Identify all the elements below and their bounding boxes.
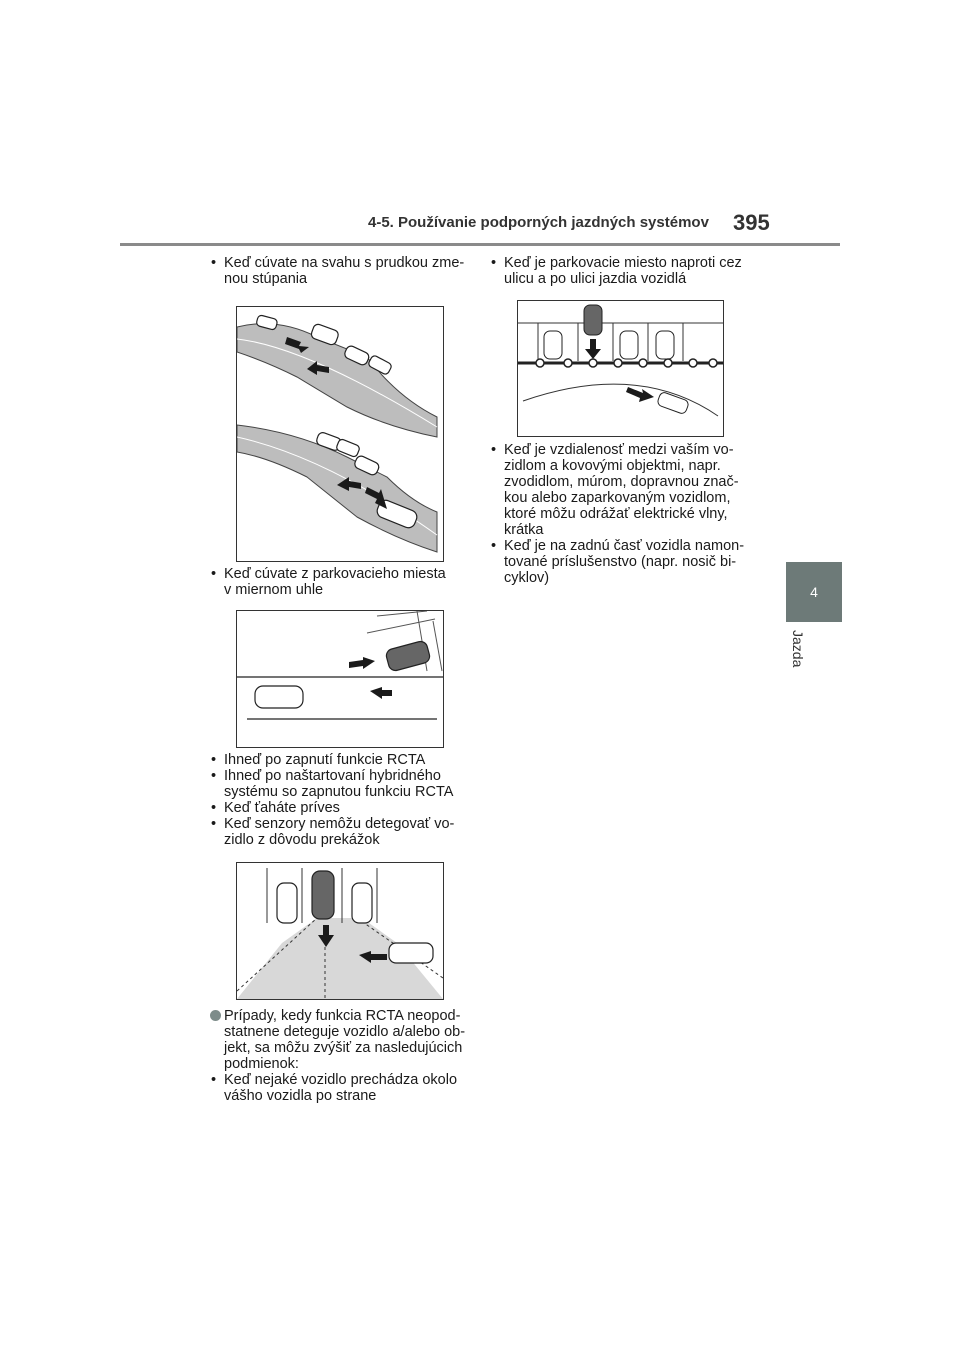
figure-slope bbox=[236, 306, 444, 562]
bullet-slope bbox=[210, 255, 470, 287]
note-rcta: Prípady, kedy funkcia RCTA neopod- statnene deteguje vozidlo a/alebo ob- jekt, sa môžu zvýšiť za nasledujúcich podmienok: bbox=[210, 1008, 472, 1072]
bullet-opposite-parking bbox=[490, 255, 750, 287]
page-number: 395 bbox=[733, 210, 770, 235]
list-item: • Ihneď po zapnutí funkcie RCTA bbox=[210, 752, 470, 768]
chapter-label bbox=[788, 630, 808, 690]
section-header: 4-5. Používanie podporných jazdných systémov bbox=[368, 214, 709, 231]
figure-opposite-parking bbox=[517, 300, 724, 437]
header-rule bbox=[120, 243, 840, 246]
list-item: • Keď cúvate z parkovacieho miesta v miernom uhle bbox=[210, 566, 470, 598]
list-item: • Ihneď po naštartovaní hybridného systému so zapnutou funkciu RCTA bbox=[210, 768, 470, 800]
list-item: • Keď je na zadnú časť vozidla namon- tované príslušenstvo (napr. nosič bi- cyklov) bbox=[490, 538, 750, 586]
list-item: • Keď je vzdialenosť medzi vaším vo- zidlom a kovovými objektmi, napr. zvodidlom, múrom, dopravnou znač- kou alebo zaparkovaným vozidlom, ktoré môžu odrážať elektrické vlny, krátka bbox=[490, 442, 750, 538]
list-item: • Keď je parkovacie miesto naproti cez ulicu a po ulici jazdia vozidlá bbox=[490, 255, 750, 287]
figure-angle-parking bbox=[236, 610, 444, 748]
chapter-number: 4 bbox=[810, 584, 818, 600]
chapter-label-text: Jazda bbox=[790, 630, 806, 668]
bullet-side-passing bbox=[210, 1072, 470, 1104]
note-bullet-icon bbox=[210, 1010, 221, 1021]
chapter-tab[interactable] bbox=[786, 562, 842, 622]
list-item: • Keď senzory nemôžu detegovať vo- zidlo z dôvodu prekážok bbox=[210, 816, 470, 848]
list-item: • Keď ťaháte príves bbox=[210, 800, 470, 816]
bullet-list-conditions bbox=[210, 752, 470, 848]
bullet-angle-parking bbox=[210, 566, 470, 598]
figure-sensor-coverage bbox=[236, 862, 444, 1000]
list-item: • Keď cúvate na svahu s prudkou zme- nou stúpania bbox=[210, 255, 470, 287]
list-item: • Keď nejaké vozidlo prechádza okolo vášho vozidla po strane bbox=[210, 1072, 470, 1104]
bullet-list-right bbox=[490, 442, 750, 586]
